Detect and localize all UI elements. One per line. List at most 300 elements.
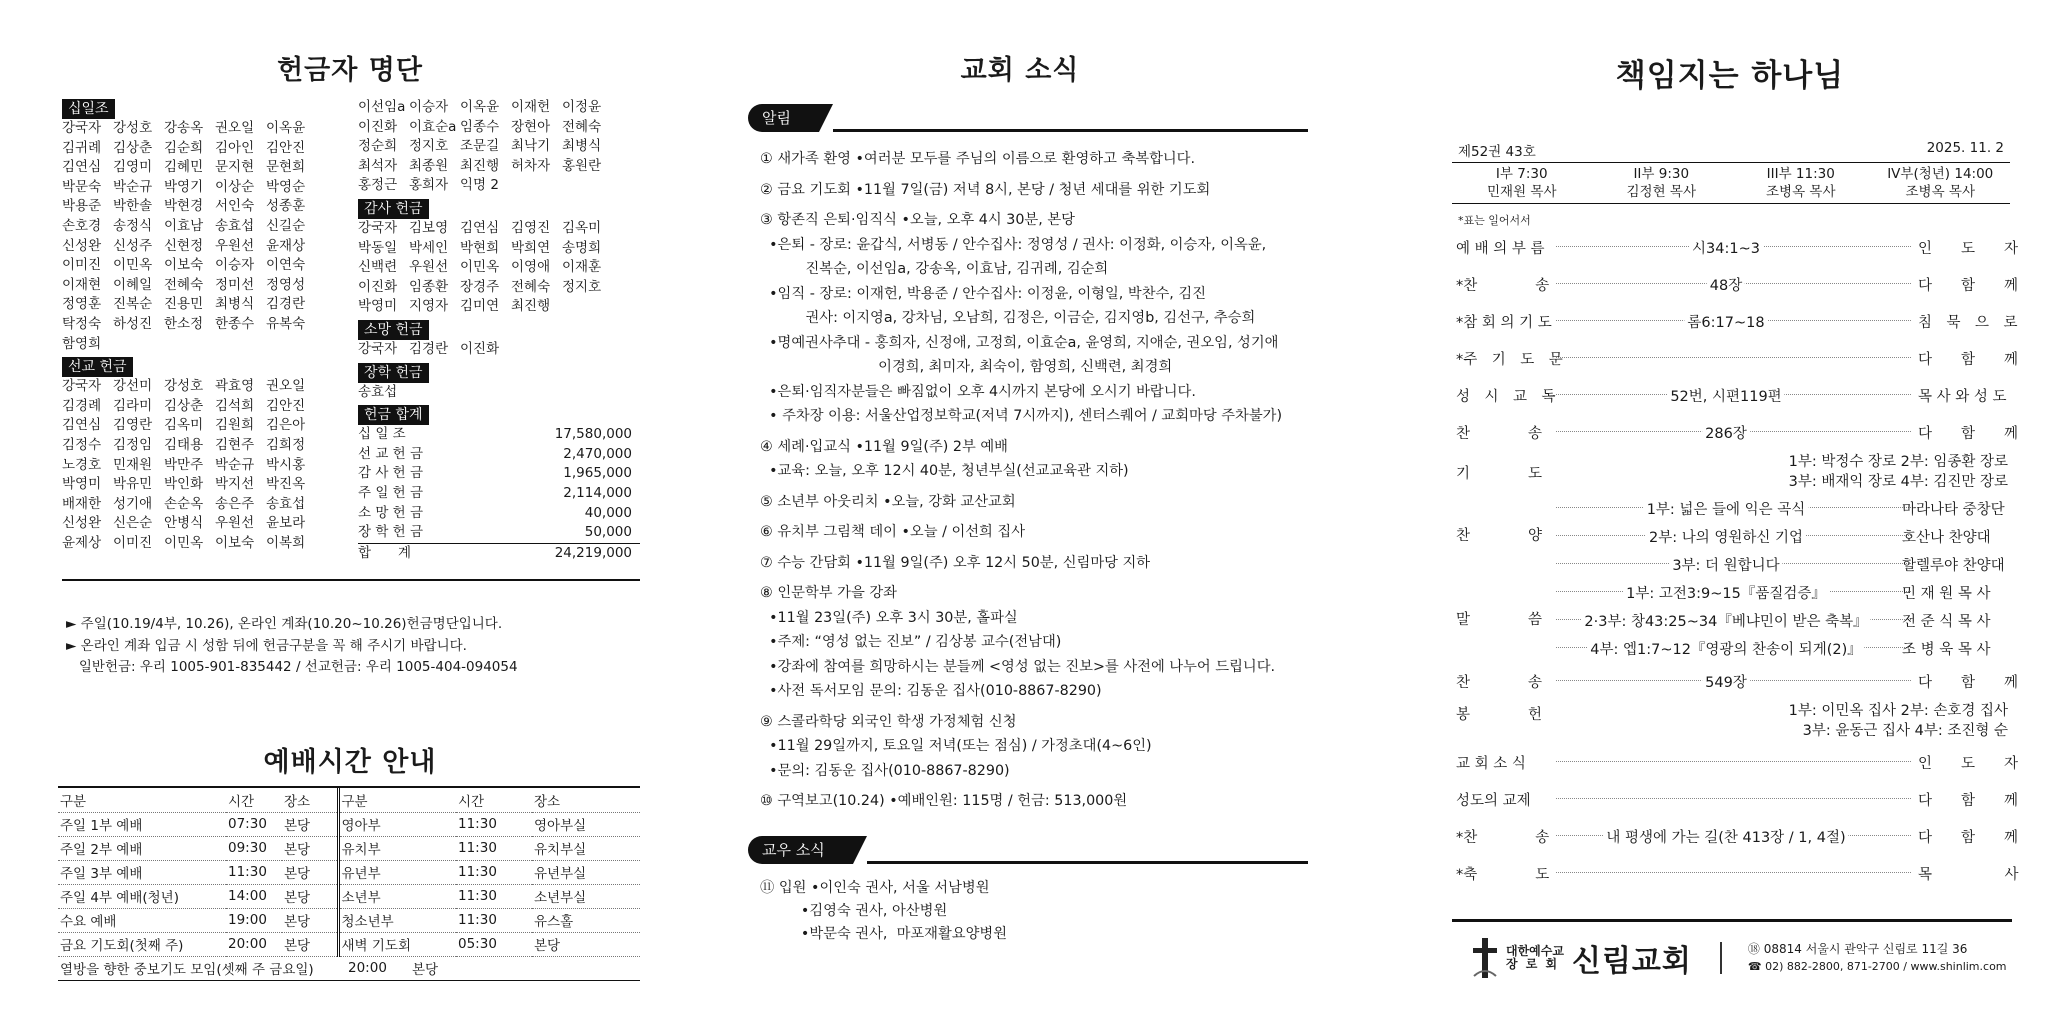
total-row	[358, 484, 640, 504]
worship-row	[1456, 606, 2014, 634]
worship-row	[1456, 376, 2014, 413]
donor-list-title: 헌금자 명단	[277, 55, 423, 86]
total-row	[358, 445, 640, 465]
schedule-cell: 11:30	[456, 836, 532, 860]
donor-name: 이진화	[460, 340, 500, 357]
service-column	[1731, 165, 1871, 201]
donor-name: 이진화	[358, 118, 398, 135]
name-row	[62, 276, 352, 296]
donor-name: 박지선	[215, 476, 255, 493]
schedule-header-cell: 시간	[456, 788, 532, 812]
notice-line: 진복순, 이선임a, 강송옥, 이효남, 김귀례, 김순희	[760, 261, 1109, 277]
total-row	[358, 464, 640, 484]
notice-line: ③ 항존직 은퇴·임직식 •오늘, 오후 4시 30분, 본당	[760, 212, 1075, 228]
donor-name	[511, 340, 562, 360]
donor-name: 조문길	[460, 138, 500, 155]
worship-leader: 호산나 찬양대	[1902, 530, 1991, 546]
notice-line: •11월 29일까지, 토요일 저녁(또는 점심) / 가정초대(4~6인)	[760, 738, 1152, 754]
notice-line: •은퇴 - 장로: 윤갑식, 서병동 / 안수집사: 정영성 / 권사: 이정화, 이승자, 이옥윤,	[760, 236, 1267, 253]
donor-name: 하성진	[113, 315, 153, 332]
donor-name: 김보영	[409, 219, 449, 236]
order-of-worship	[1456, 228, 2019, 891]
leader-dots	[1556, 872, 1911, 873]
donor-name: 우원선	[409, 259, 449, 276]
donor-name: 윤보라	[266, 515, 306, 532]
name-row	[358, 297, 640, 317]
donor-name: 신은순	[113, 515, 153, 532]
donor-name: 김연심	[460, 219, 500, 236]
schedule-header-cell: 시간	[226, 788, 282, 812]
notice-line: •11월 23일(주) 오후 3시 30분, 홀파실	[760, 609, 1018, 626]
donor-name: 우원선	[215, 237, 255, 254]
total-name: 감 사 헌 금	[358, 465, 424, 482]
service-column	[1452, 165, 1592, 201]
name-row	[358, 278, 640, 298]
donor-name: 김상춘	[113, 139, 153, 156]
worship-row	[1456, 550, 2014, 578]
donor-name: 민재원	[113, 456, 153, 473]
donor-name: 이미진	[113, 534, 153, 551]
donor-name: 허차자	[511, 157, 551, 174]
donor-name	[562, 176, 613, 196]
divider	[62, 579, 640, 581]
stand-note: *표는 일어서서	[1458, 214, 1531, 227]
donor-name: 박진옥	[266, 476, 306, 493]
name-row	[62, 514, 352, 534]
name-row	[62, 416, 352, 436]
leader-dots	[1556, 798, 1911, 799]
schedule-cell: 유년부	[338, 860, 456, 884]
name-row	[62, 256, 352, 276]
donor-name: 최종원	[409, 157, 449, 174]
worship-row	[1456, 228, 2019, 265]
worship-label: 성도의 교제	[1456, 793, 1531, 809]
worship-leader: 인 도 자	[1918, 756, 2019, 772]
worship-label: 찬 양	[1456, 528, 1543, 544]
worship-row	[1456, 817, 2019, 854]
church-footer	[1470, 930, 2010, 986]
donor-name: 문현희	[266, 159, 306, 176]
name-row	[358, 118, 640, 138]
name-row	[62, 397, 352, 417]
donor-name: 윤제상	[62, 534, 102, 551]
donor-name: 송명희	[562, 239, 602, 256]
total-amount: 2,470,000	[563, 445, 632, 462]
schedule-cell: 새벽 기도회	[338, 932, 456, 956]
name-row	[62, 436, 352, 456]
donor-name: 송정식	[113, 217, 153, 234]
prayer-line: 3부: 배재익 장로 4부: 김진만 장로	[1788, 474, 2008, 490]
notice-line: ⑩ 구역보고(10.24) •예배인원: 115명 / 헌금: 513,000원	[760, 793, 1128, 809]
donor-name: 전혜숙	[562, 118, 602, 135]
donor-name: 익명 2	[460, 177, 499, 194]
donor-name	[562, 383, 613, 403]
donor-name	[562, 340, 613, 360]
donor-name: 최진행	[460, 157, 500, 174]
note-line: ► 온라인 계좌 입금 시 성함 뒤에 헌금구분을 꼭 해 주시기 바랍니다.	[66, 637, 467, 654]
notice-rule	[833, 129, 1308, 132]
notice-line: ② 금요 기도회 •11월 7일(금) 저녁 8시, 본당 / 청년 세대를 위한 기도회	[760, 181, 1211, 198]
donor-name: 권오일	[266, 378, 306, 395]
total-amount: 17,580,000	[554, 426, 632, 443]
donor-name: 박영순	[266, 178, 306, 195]
total-row	[358, 523, 640, 543]
schedule-cell: 11:30	[456, 860, 532, 884]
worship-item: 1부: 넓은 들에 익은 곡식	[1644, 498, 1809, 519]
leader-dots	[1556, 357, 1911, 358]
worship-row	[1456, 634, 2014, 662]
donor-name: 안병식	[164, 515, 204, 532]
worship-label: *축 도	[1456, 867, 1550, 883]
donor-name: 노경호	[62, 456, 102, 473]
donor-name: 이정윤	[562, 99, 602, 115]
name-row	[358, 258, 640, 278]
total-name: 합 계	[358, 544, 412, 561]
cross-logo-icon	[1470, 936, 1500, 980]
worship-row	[1456, 265, 2019, 302]
total-label: 헌금 합계	[358, 405, 429, 425]
schedule-cell: 청소년부	[338, 908, 456, 932]
name-row	[358, 383, 640, 403]
donor-name: 권오일	[215, 120, 255, 136]
worship-label: 성 시 교 독	[1456, 389, 1556, 405]
service-pastor: 김정현 목사	[1626, 184, 1696, 200]
scholar-names	[358, 383, 640, 403]
donor-name: 정순희	[358, 138, 398, 155]
prayer-line: 1부: 박정수 장로 2부: 임종환 장로	[1788, 454, 2008, 470]
schedule-cell: 09:30	[226, 836, 282, 860]
worship-leader: 다 함 께	[1918, 675, 2019, 691]
donor-name: 김경례	[62, 397, 102, 414]
schedule-cell: 11:30	[456, 812, 532, 836]
schedule-cell: 본당	[282, 860, 338, 884]
donor-name: 장경주	[460, 278, 500, 295]
schedule-cell: 본당	[282, 884, 338, 908]
service-time: II부 9:30	[1633, 166, 1690, 182]
total-name: 주 일 헌 금	[358, 484, 424, 501]
donor-name: 유복숙	[266, 315, 306, 332]
name-row	[62, 119, 352, 139]
sched-last-time: 20:00	[348, 960, 387, 976]
total-row	[358, 425, 640, 445]
donor-name: 전혜숙	[511, 278, 551, 295]
hope-label: 소망 헌금	[358, 320, 429, 340]
denomination	[1506, 945, 1564, 971]
schedule-cell: 유년부실	[532, 860, 640, 884]
schedule-cell: 주일 1부 예배	[58, 812, 226, 836]
worship-leader: 전 준 식 목 사	[1902, 614, 1991, 630]
name-row	[358, 176, 640, 196]
notice-line: 권사: 이지영a, 강차님, 오남희, 김정은, 이금순, 김지영b, 김선구, 추승희	[760, 310, 1256, 326]
donor-name: 탁정숙	[62, 315, 102, 332]
schedule-cell: 영아부실	[532, 812, 640, 836]
donor-name: 홍정근	[358, 177, 398, 194]
offering-leaders	[1789, 701, 2008, 741]
donor-name: 강국자	[358, 340, 398, 357]
donor-name: 성기애	[113, 495, 153, 512]
donor-name: 김정임	[113, 436, 153, 453]
prayer-row	[1456, 450, 2014, 494]
schedule-cell: 11:30	[226, 860, 282, 884]
donor-name: 신현정	[164, 237, 204, 254]
sermon-series-title: 책임지는 하나님	[1615, 58, 1845, 94]
denomination-line2: 장 로 회	[1506, 957, 1560, 971]
offering-totals	[358, 425, 640, 562]
worship-leader: 민 재 원 목 사	[1902, 586, 1991, 602]
notice-line: •강좌에 참여를 희망하시는 분들께 <영성 없는 진보>를 사전에 나누어 드립니다.	[760, 658, 1276, 675]
note-line: ► 주일(10.19/4부, 10.26), 온라인 계좌(10.20~10.26)헌금명단입니다.	[66, 616, 503, 632]
donor-name: 이민옥	[113, 257, 153, 274]
schedule-header-cell: 구분	[58, 788, 226, 812]
donor-name: 김정수	[62, 436, 102, 453]
donor-name: 손호경	[62, 217, 102, 234]
worship-label: 찬 송	[1456, 426, 1543, 442]
notice-line: •교육: 오늘, 오후 12시 40분, 청년부실(선교교육관 지하)	[760, 463, 1129, 479]
name-row	[358, 98, 640, 118]
donor-name: 서인숙	[215, 198, 255, 215]
worship-item: 2부: 나의 영원하신 기업	[1646, 526, 1806, 547]
church-name: 신림교회	[1571, 944, 1692, 979]
donor-name: 박현희	[460, 239, 500, 256]
donor-name: 김경란	[266, 296, 306, 313]
worship-item: 롬6:17~18	[1684, 311, 1767, 332]
member-news-line: •김영숙 권사, 아산병원	[760, 903, 948, 919]
worship-item: 1부: 고전3:9~15『품질검증』	[1623, 582, 1829, 603]
schedule-cell: 주일 3부 예배	[58, 860, 226, 884]
donor-list-left	[62, 98, 352, 553]
schedule-cell: 19:00	[226, 908, 282, 932]
donor-name: 함영희	[62, 335, 102, 352]
member-news-line: ⑪ 입원 •이인숙 권사, 서울 서남병원	[760, 880, 990, 896]
donor-name: 우원선	[215, 515, 255, 532]
donor-name: 최진행	[511, 298, 551, 315]
mission-names	[62, 377, 352, 553]
schedule-cell: 수요 예배	[58, 908, 226, 932]
schedule-row	[58, 812, 640, 836]
church-address: ⑱ 08814 서울시 관악구 신림로 11길 36	[1747, 942, 1968, 956]
donor-name: 이미진	[62, 257, 102, 274]
donor-name: 진용민	[164, 296, 204, 313]
donor-name: 윤재상	[266, 237, 306, 254]
sched-last-place: 본당	[412, 962, 439, 978]
notice-line: • 주차장 이용: 서울산업정보학교(저녁 7시까지), 센터스퀘어 / 교회마당 주차불가)	[760, 408, 1283, 424]
donor-name: 전혜숙	[164, 276, 204, 293]
schedule-header-cell: 장소	[532, 788, 640, 812]
total-row	[358, 543, 640, 563]
donor-name: 박희연	[511, 239, 551, 256]
schedule-row	[58, 860, 640, 884]
offering-line: 1부: 이민옥 집사 2부: 손호경 집사	[1788, 703, 2008, 719]
donor-name: 박인화	[164, 476, 204, 493]
total-name: 선 교 헌 금	[358, 445, 424, 462]
service-pastor: 조병옥 목사	[1766, 184, 1836, 200]
schedule-cell: 유치부실	[532, 836, 640, 860]
schedule-cell: 본당	[282, 836, 338, 860]
schedule-header-cell: 장소	[282, 788, 338, 812]
donor-name: 이보숙	[215, 534, 255, 551]
footer-rule	[1452, 919, 2012, 922]
name-row	[358, 157, 640, 177]
worship-item: 286장	[1702, 422, 1750, 443]
worship-label: *주 기 도 문	[1456, 352, 1563, 368]
worship-leader: 다 함 께	[1918, 426, 2019, 442]
bulletin-date: 2025. 11. 2	[1926, 140, 2004, 156]
notice-line: •임직 - 장로: 이재헌, 박용준 / 안수집사: 이정윤, 이형일, 박찬수, 김진	[760, 285, 1207, 302]
schedule-cell: 11:30	[456, 884, 532, 908]
donor-name: 김아인	[215, 139, 255, 156]
worship-item: 내 평생에 가는 길(찬 413장 / 1, 4절)	[1603, 826, 1848, 847]
schedule-cell: 20:00	[226, 932, 282, 956]
notice-line: 이경희, 최미자, 최숙이, 함영희, 신백련, 최경희	[760, 359, 1173, 375]
worship-leader: 목 사 와 성 도	[1918, 389, 2007, 405]
worship-row	[1456, 494, 2014, 522]
donor-name: 박시홍	[266, 456, 306, 473]
schedule-row	[58, 932, 640, 956]
volume-number: 제52권 43호	[1458, 144, 1536, 160]
schedule-cell: 14:00	[226, 884, 282, 908]
donor-name: 진복순	[113, 296, 153, 313]
name-row	[358, 137, 640, 157]
worship-label: 교 회 소 식	[1456, 756, 1526, 772]
worship-label: 봉 헌	[1456, 707, 1543, 723]
donor-name: 곽효영	[215, 378, 255, 395]
name-row	[62, 178, 352, 198]
worship-leader: 인 도 자	[1918, 241, 2019, 257]
worship-label: 기 도	[1456, 466, 1543, 482]
schedule-cell: 본당	[282, 932, 338, 956]
donor-name: 최병식	[215, 296, 255, 313]
donor-name: 송효섭	[358, 383, 398, 400]
donor-name: 박영미	[62, 476, 102, 493]
note-line: 일반헌금: 우리 1005-901-835442 / 선교헌금: 우리 1005-404-094054	[66, 659, 518, 675]
donor-name: 이효남	[164, 217, 204, 234]
donor-name: 이영애	[511, 259, 551, 276]
schedule-cell: 05:30	[456, 932, 532, 956]
prayer-leaders	[1789, 452, 2008, 492]
donor-name: 김현주	[215, 436, 255, 453]
donor-name: 이재헌	[511, 99, 551, 115]
worship-label: *찬 송	[1456, 830, 1550, 846]
donor-name: 박용준	[62, 198, 102, 215]
notice-line: •명예권사추대 - 홍희자, 신정애, 고정희, 이효순a, 윤영희, 지애순, 권오임, 성기애	[760, 334, 1279, 351]
donor-name: 강국자	[62, 378, 102, 395]
worship-leader: 다 함 께	[1918, 278, 2019, 294]
donor-name: 송은주	[215, 495, 255, 512]
donor-name: 이민옥	[164, 534, 204, 551]
schedule-cell: 소년부실	[532, 884, 640, 908]
donor-name: 김미연	[460, 298, 500, 315]
schedule-cell: 본당	[532, 932, 640, 956]
donor-name: 강성호	[164, 378, 204, 395]
schedule-cell: 11:30	[456, 908, 532, 932]
worship-item: 52번, 시편119편	[1667, 385, 1784, 406]
donor-name: 김연심	[62, 159, 102, 176]
notice-line: •사전 독서모임 문의: 김동운 집사(010-8867-8290)	[760, 683, 1102, 699]
notice-line: •은퇴·임직자분들은 빠짐없이 오후 4시까지 본당에 오시기 바랍니다.	[760, 383, 1196, 400]
donor-name: 정지호	[562, 278, 602, 295]
donor-list-right	[358, 98, 640, 562]
name-row	[62, 315, 352, 335]
schedule-row	[58, 836, 640, 860]
donor-name: 김순희	[164, 139, 204, 156]
donor-name: 김희정	[266, 436, 306, 453]
donor-name: 이혜일	[113, 276, 153, 293]
donor-name: 강성호	[113, 120, 153, 136]
total-amount: 50,000	[584, 524, 632, 541]
donor-name: 김옥미	[164, 417, 204, 434]
donor-name	[164, 335, 215, 355]
donor-name: 박한솔	[113, 198, 153, 215]
total-name: 장 학 헌 금	[358, 524, 424, 541]
name-row	[62, 475, 352, 495]
notice-line: ⑥ 유치부 그림책 데이 •오늘 / 이선희 집사	[760, 524, 1026, 540]
name-row	[358, 219, 640, 239]
total-row	[358, 504, 640, 524]
footer-divider	[1720, 942, 1722, 974]
service-pastor: 민재원 목사	[1487, 184, 1557, 200]
worship-row	[1456, 522, 2014, 550]
denomination-line1: 대한예수교	[1506, 944, 1564, 958]
schedule-cell: 07:30	[226, 812, 282, 836]
donor-name: 김태용	[164, 436, 204, 453]
donor-name	[511, 176, 562, 196]
donor-name: 홍희자	[409, 177, 449, 194]
notice-line: ⑧ 인문학부 가을 강좌	[760, 585, 897, 601]
donor-name: 강송옥	[164, 120, 204, 136]
donor-name: 강국자	[358, 219, 398, 236]
service-time: I부 7:30	[1495, 166, 1548, 182]
member-news-tab: 교우 소식	[748, 836, 853, 864]
name-row	[62, 295, 352, 315]
worship-row	[1456, 854, 2019, 891]
worship-label: *참 회 의 기 도	[1456, 315, 1552, 331]
donor-name: 김안진	[266, 139, 306, 156]
notice-header	[748, 104, 1308, 132]
worship-row	[1456, 339, 2019, 376]
bulletin-header	[1452, 140, 2010, 228]
name-row	[62, 237, 352, 257]
donor-name: 김은아	[266, 417, 306, 434]
worship-row	[1456, 302, 2018, 339]
donor-name	[460, 383, 511, 403]
worship-label: *찬 송	[1456, 278, 1550, 294]
offering-line: 3부: 윤동근 집사 4부: 조진형 순	[1802, 723, 2008, 739]
mission-label: 선교 헌금	[62, 357, 133, 377]
church-contact	[1748, 940, 2007, 976]
worship-label: 말 씀	[1456, 612, 1543, 628]
donor-name: 강국자	[62, 120, 102, 136]
service-time: III부 11:30	[1766, 166, 1835, 182]
donor-name: 정미선	[215, 276, 255, 293]
name-row	[62, 217, 352, 237]
donor-name: 장현아	[511, 118, 551, 135]
donor-name: 신백련	[358, 259, 398, 276]
donor-name: 이재훈	[562, 259, 602, 276]
donor-name: 송효섭	[215, 217, 255, 234]
tithe-label: 십일조	[62, 99, 115, 119]
donor-name	[215, 335, 266, 355]
schedule-last-row	[58, 957, 640, 981]
news-title: 교회 소식	[960, 55, 1080, 86]
donor-name: 김영란	[113, 417, 153, 434]
total-amount: 40,000	[584, 504, 632, 521]
tithe-names	[62, 119, 352, 354]
notice-line: •주제: “영성 없는 진보” / 김상봉 교수(전남대)	[760, 634, 1062, 650]
donor-name	[113, 335, 164, 355]
donor-name: 이민옥	[460, 259, 500, 276]
total-amount: 1,965,000	[563, 465, 632, 482]
service-times	[1452, 163, 2010, 204]
